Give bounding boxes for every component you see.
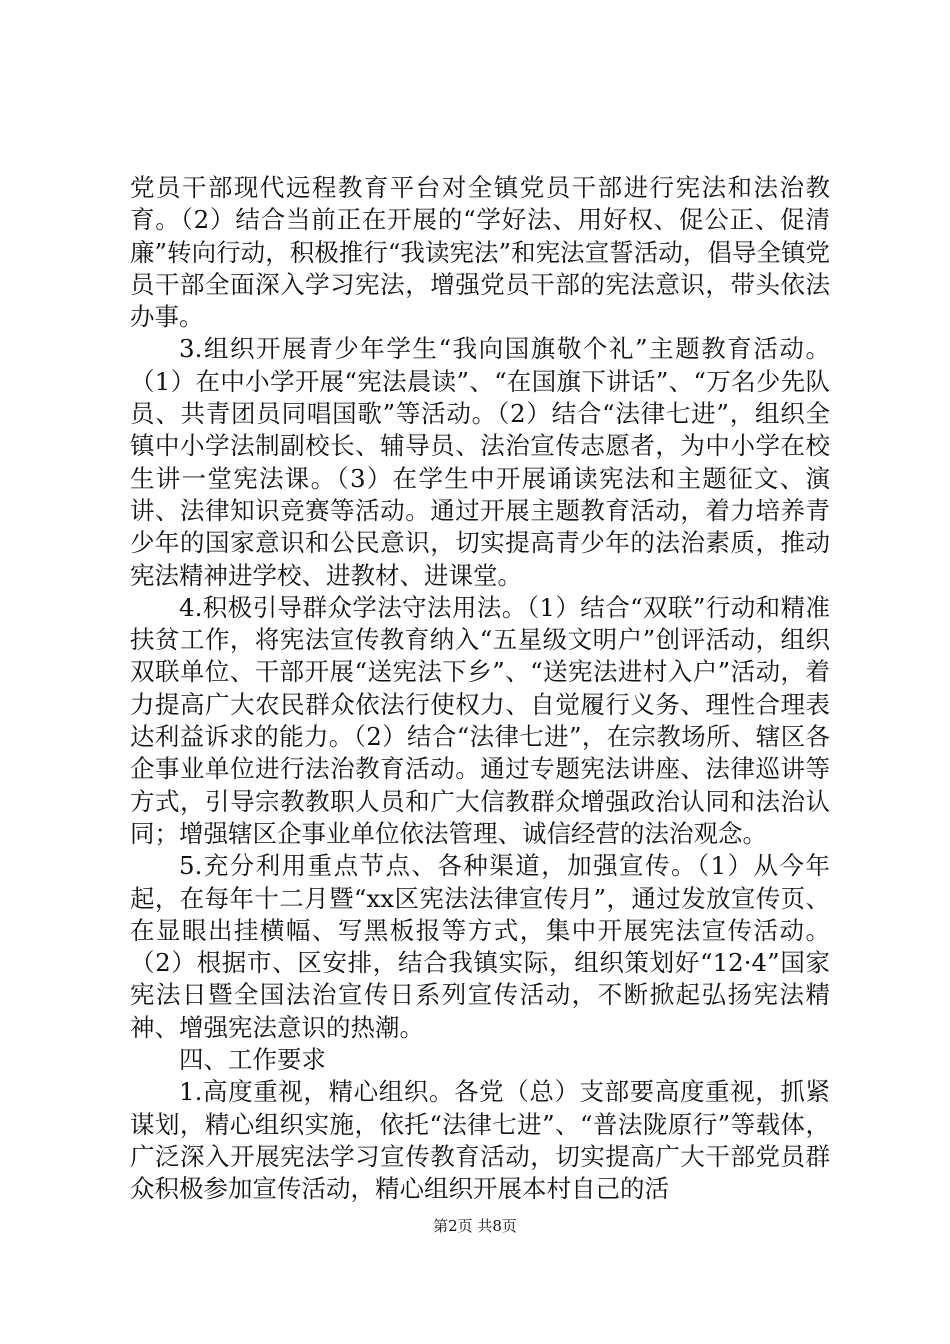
document-body (130, 172, 830, 1206)
paragraph-item-4: 4.积极引导群众学法守法用法。（1）结合“双联”行动和精准扶贫工作，将宪法宣传教育纳入“五星级文明户”创评活动，组织双联单位、干部开展“送宪法下乡”、“送宪法进村入户”活动，着力提高广大农民群众依法行使权力、自觉履行义务、理性合理表达利益诉求的能力。（2）结合“法律七进”，在宗教场所、辖区各企事业单位进行法治教育活动。通过专题宪法讲座、法律巡讲等方式，引导宗教教职人员和广大信教群众增强政治认同和法治认同；增强辖区企事业单位依法管理、诚信经营的法治观念。 (130, 592, 830, 848)
paragraph-continuation: 党员干部现代远程教育平台对全镇党员干部进行宪法和法治教育。（2）结合当前正在开展的“学好法、用好权、促公正、促清廉”转向行动，积极推行“我读宪法”和宪法宣誓活动，倡导全镇党员干部全面深入学习宪法，增强党员干部的宪法意识，带头依法办事。 (130, 173, 830, 332)
paragraph-item-3: 3.组织开展青少年学生“我向国旗敬个礼”主题教育活动。（1）在中小学开展“宪法晨读”、“在国旗下讲话”、“万名少先队员、共青团员同唱国歌”等活动。（2）结合“法律七进”，组织全镇中小学法制副校长、辅导员、法治宣传志愿者，为中小学在校生讲一堂宪法课。（3）在学生中开展诵读宪法和主题征文、演讲、法律知识竞赛等活动。通过开展主题教育活动，着力培养青少年的国家意识和公民意识，切实提高青少年的法治素质，推动宪法精神进学校、进教材、进课堂。 (130, 334, 830, 590)
paragraph-item-5: 5.充分利用重点节点、各种渠道，加强宣传。（1）从今年起，在每年十二月暨“xx区宪法法律宣传月”，通过发放宣传页、在显眼出挂横幅、写黑板报等方式，集中开展宪法宣传活动。（2）根据市、区安排，结合我镇实际，组织策划好“12·4”国家宪法日暨全国法治宣传日系列宣传活动，不断掀起弘扬宪法精神、增强宪法意识的热潮。 (130, 851, 830, 1042)
section-heading-work-requirements: 四、工作要求 (179, 1045, 326, 1075)
page-number-footer: 第2页 共8页 (433, 1217, 517, 1235)
paragraph-requirement-1: 1.高度重视，精心组织。各党（总）支部要高度重视，抓紧谋划，精心组织实施，依托“法律七进”、“普法陇原行”等载体，广泛深入开展宪法学习宣传教育活动，切实提高广大干部党员群众积极参加宣传活动，精心组织开展本村自己的活 (130, 1077, 830, 1204)
